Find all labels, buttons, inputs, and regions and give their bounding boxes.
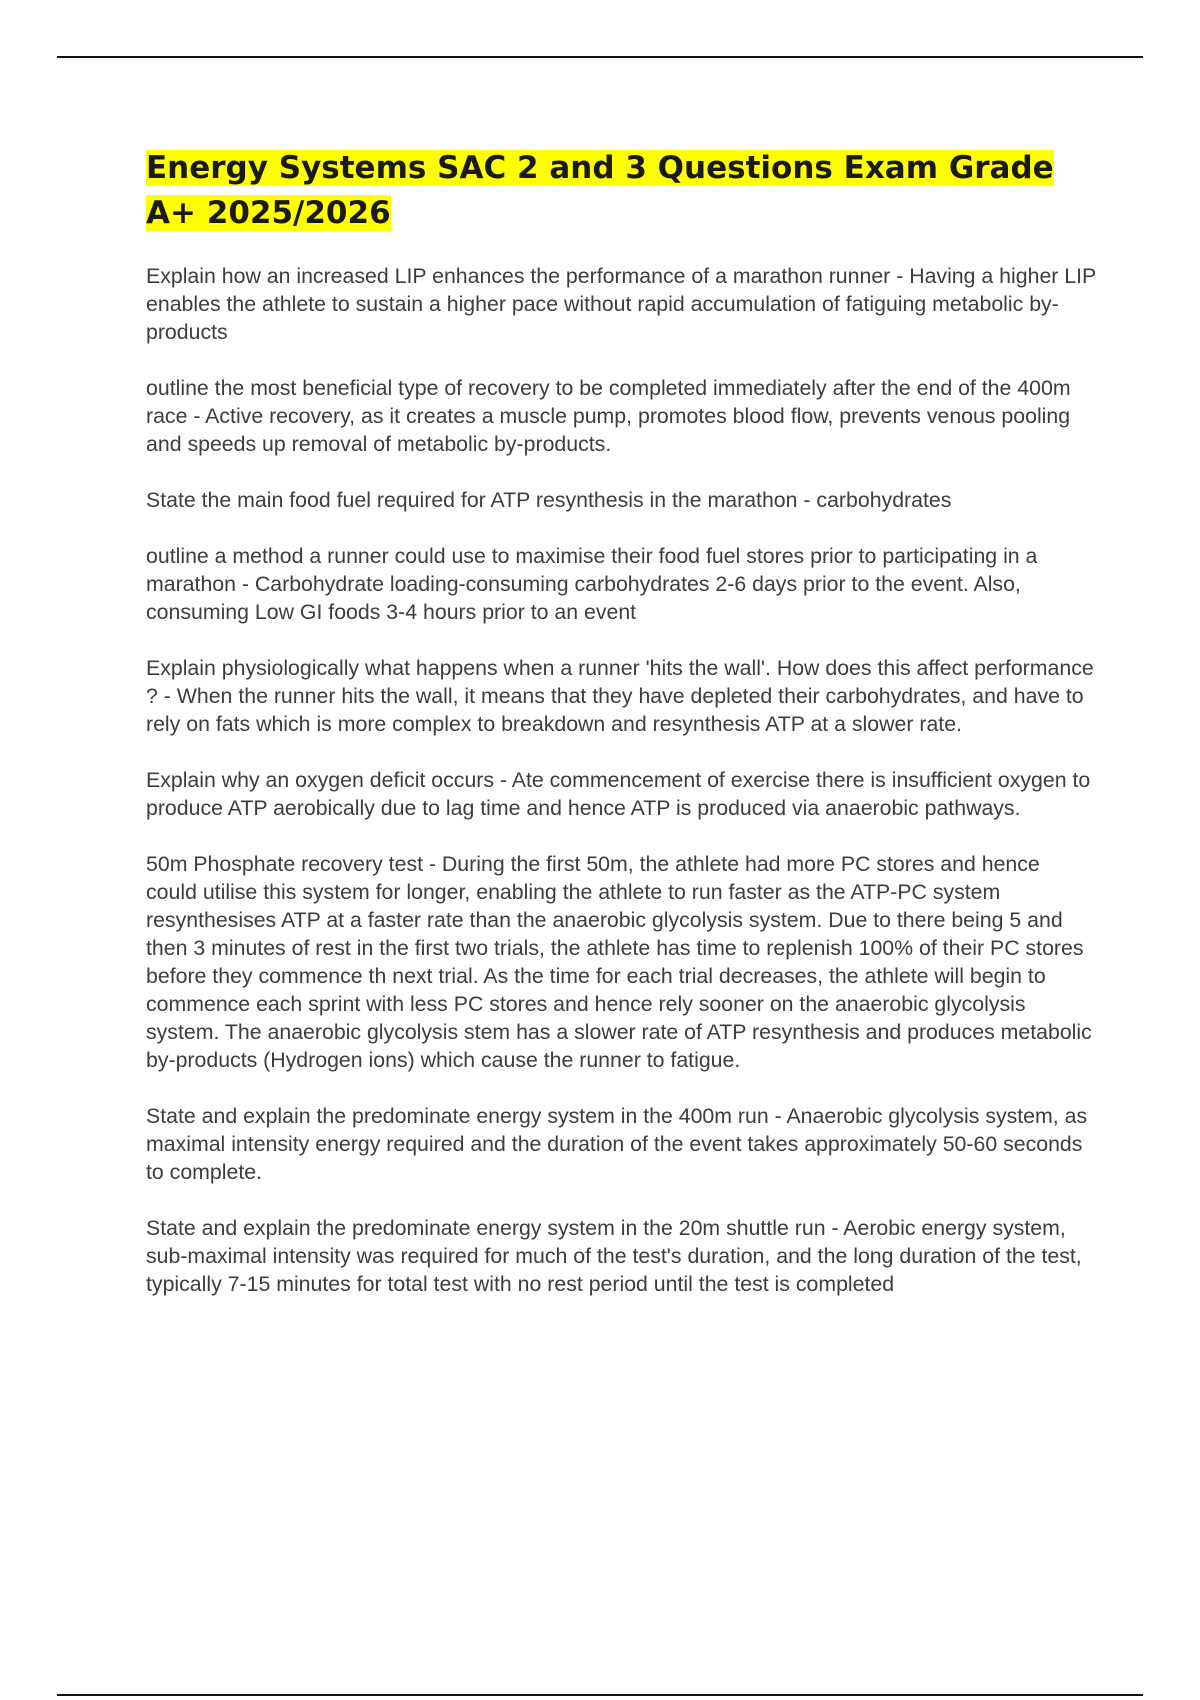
- qa-item: Explain how an increased LIP enhances the performance of a marathon runner - Having a higher LIP enables the athlete to sustain a higher pace without rapid accumulation of fatiguing metabolic by-products: [146, 264, 1096, 344]
- qa-item: Explain physiologically what happens when a runner 'hits the wall'. How does this affect performance ? - When the runner hits the wall, it means that they have depleted their carbohydrates, and have to rely on fats which is more complex to breakdown and resynthesis ATP at a slower rate.: [146, 656, 1094, 736]
- qa-item: outline a method a runner could use to maximise their food fuel stores prior to participating in a marathon - Carbohydrate loading-consuming carbohydrates 2-6 days prior to the event. Also, consuming Low GI foods 3-4 hours prior to an event: [146, 544, 1038, 624]
- qa-item: Explain why an oxygen deficit occurs - Ate commencement of exercise there is insufficient oxygen to produce ATP aerobically due to lag time and hence ATP is produced via anaerobic pathways.: [146, 768, 1091, 820]
- qa-item: State and explain the predominate energy system in the 400m run - Anaerobic glycolysis system, as maximal intensity energy required and the duration of the event takes approximately 50-60 seconds to complete.: [146, 1104, 1088, 1184]
- document-body: [146, 146, 1096, 1326]
- top-rule: [57, 56, 1143, 58]
- bottom-rule: [57, 1694, 1143, 1696]
- qa-item: 50m Phosphate recovery test - During the first 50m, the athlete had more PC stores and hence could utilise this system for longer, enabling the athlete to run faster as the ATP-PC system resynthesises ATP at a faster rate than the anaerobic glycolysis system. Due to there being 5 and then 3 minutes of rest in the first two trials, the athlete has time to replenish 100% of their PC stores before they commence th next trial. As the time for each trial decreases, the athlete will begin to commence each sprint with less PC stores and hence rely sooner on the anaerobic glycolysis system. The anaerobic glycolysis stem has a slower rate of ATP resynthesis and produces metabolic by-products (Hydrogen ions) which cause the runner to fatigue.: [146, 852, 1092, 1072]
- title-highlight: Energy Systems SAC 2 and 3 Questions Exam Grade A+ 2025/2026: [146, 150, 1054, 231]
- qa-item: State and explain the predominate energy system in the 20m shuttle run - Aerobic energy system, sub-maximal intensity was required for much of the test's duration, and the long duration of the test, typically 7-15 minutes for total test with no rest period until the test is completed: [146, 1216, 1082, 1296]
- qa-item: State the main food fuel required for ATP resynthesis in the marathon - carbohydrates: [146, 488, 952, 512]
- qa-item: outline the most beneficial type of recovery to be completed immediately after the end of the 400m race - Active recovery, as it creates a muscle pump, promotes blood flow, prevents venous pooling and speeds up removal of metabolic by-products.: [146, 376, 1071, 456]
- document-title: [146, 146, 1096, 236]
